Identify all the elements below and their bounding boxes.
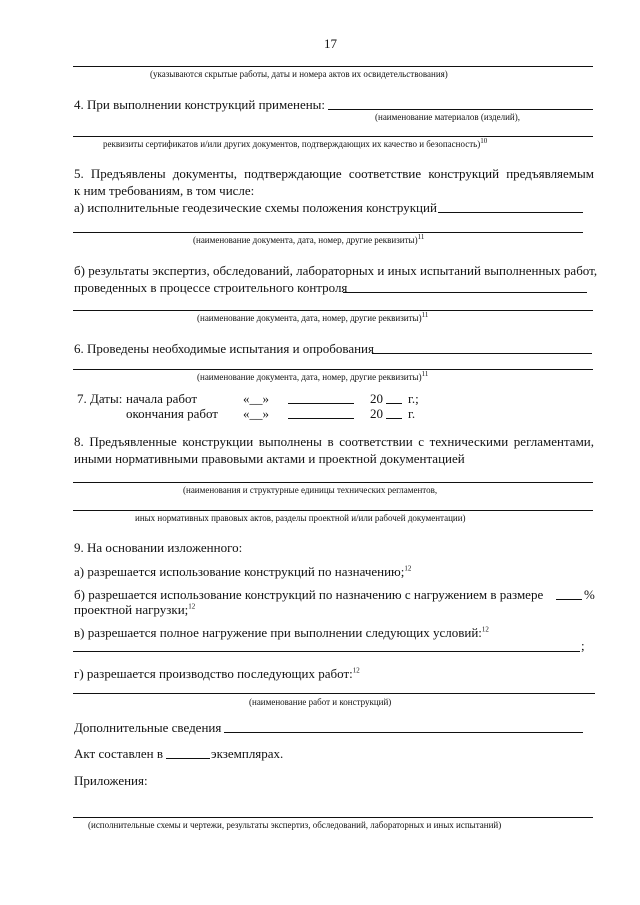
fill-line — [73, 693, 595, 694]
item9-label: 9. На основании изложенного: — [74, 540, 243, 555]
fill-line — [166, 758, 210, 759]
fill-line — [73, 136, 593, 137]
item5a-label: а) исполнительные геодезические схемы положения конструкций — [74, 200, 437, 215]
fill-line — [343, 292, 587, 293]
item9a: а) разрешается использование конструкций по назначению;$^{12}$ — [74, 564, 412, 579]
fill-line — [73, 310, 593, 311]
item7-label: 7. Даты: — [77, 391, 123, 406]
caption-document: (наименование документа, дата, номер, другие реквизиты)$^{11}$ — [197, 311, 429, 323]
caption-works: (наименование работ и конструкций) — [249, 697, 392, 707]
item9b-line2: проектной нагрузки;$^{12}$ — [74, 602, 196, 617]
fill-line — [73, 817, 593, 818]
caption-materials: (наименование материалов (изделий), — [375, 112, 520, 122]
item7-end-label: окончания работ — [126, 406, 218, 421]
caption-hidden-works: (указываются скрытые работы, даты и номера актов их освидетельствования) — [150, 69, 448, 79]
copies-post: экземплярах. — [211, 746, 284, 761]
item5-line2: к ним требованиям, в том числе: — [74, 183, 255, 198]
item9c-end: ; — [581, 638, 585, 653]
fill-line — [556, 599, 582, 600]
caption-attachments: (исполнительные схемы и чертежи, результаты экспертиз, обследований, лабораторных и иных испытаний) — [88, 820, 502, 830]
page-number: 17 — [324, 36, 337, 51]
item7-end-suffix: г. — [408, 406, 416, 421]
fill-line — [372, 353, 592, 354]
item7-end-day: «__» — [243, 406, 269, 421]
item8-line2: иными нормативными правовыми актами и проектной документацией — [74, 451, 465, 466]
item9c: в) разрешается полное нагружение при выполнении следующих условий:$^{12}$ — [74, 625, 489, 640]
fill-line — [73, 651, 580, 652]
attachments-label: Приложения: — [74, 773, 148, 788]
copies-pre: Акт составлен в — [74, 746, 164, 761]
item7-start-suffix: г.; — [408, 391, 419, 406]
caption-regulations: (наименования и структурные единицы технических регламентов, — [183, 485, 438, 495]
item9b-percent: % — [584, 587, 595, 602]
extra-info-label: Дополнительные сведения — [74, 720, 222, 735]
item8-line1: 8. Предъявленные конструкции выполнены в соответствии с техническими регламентами, — [74, 434, 594, 449]
item5b-line1: б) результаты экспертиз, обследований, лабораторных и иных испытаний выполненных работ, — [74, 263, 598, 278]
item7-start-label: начала работ — [126, 391, 198, 406]
item6-label: 6. Проведены необходимые испытания и опробования — [74, 341, 374, 356]
fill-line — [73, 482, 593, 483]
item4-label: 4. При выполнении конструкций применены: — [74, 97, 326, 112]
item9b-line1: б) разрешается использование конструкций по назначению с нагружением в размере — [74, 587, 544, 602]
item5-line1: 5. Предъявлены документы, подтверждающие соответствие конструкций предъявляемым — [74, 166, 594, 181]
item7-start-year: 20 — [370, 391, 383, 406]
fill-line — [288, 403, 354, 404]
fill-line — [73, 510, 593, 511]
caption-certificates: реквизиты сертификатов и/или других документов, подтверждающих их качество и безопасность)$^{10}$ — [103, 137, 488, 149]
caption-document: (наименование документа, дата, номер, другие реквизиты)$^{11}$ — [193, 233, 425, 245]
fill-line — [386, 418, 402, 419]
fill-line — [73, 66, 593, 67]
fill-line — [438, 212, 583, 213]
fill-line — [73, 369, 593, 370]
caption-other-acts: иных нормативных правовых актов, разделы проектной и/или рабочей документации) — [135, 513, 466, 523]
fill-line — [73, 232, 583, 233]
fill-line — [224, 732, 583, 733]
item7-end-year: 20 — [370, 406, 383, 421]
fill-line — [288, 418, 354, 419]
fill-line — [386, 403, 402, 404]
caption-document: (наименование документа, дата, номер, другие реквизиты)$^{11}$ — [197, 370, 429, 382]
item7-start-day: «__» — [243, 391, 269, 406]
item5b-line2: проведенных в процессе строительного контроля — [74, 280, 348, 295]
fill-line — [328, 109, 593, 110]
item9d: г) разрешается производство последующих работ:$^{12}$ — [74, 666, 360, 681]
